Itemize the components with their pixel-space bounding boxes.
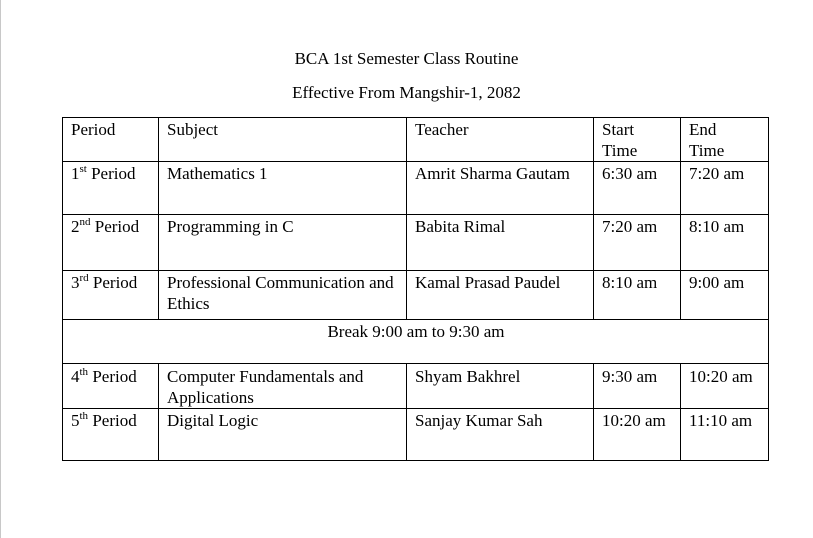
end-time-cell: 8:10 am xyxy=(681,215,769,271)
break-row xyxy=(63,320,769,364)
start-time-cell: 6:30 am xyxy=(594,162,681,215)
header-subject: Subject xyxy=(159,118,407,162)
end-time-cell: 9:00 am xyxy=(681,271,769,320)
table-header-row xyxy=(63,118,769,162)
period-number: 1 xyxy=(71,164,80,183)
subject-cell: Programming in C xyxy=(159,215,407,271)
header-start-line2: Time xyxy=(602,141,638,160)
start-time-cell: 8:10 am xyxy=(594,271,681,320)
end-time-cell: 10:20 am xyxy=(681,364,769,409)
period-word: Period xyxy=(88,273,138,292)
subject-cell: Computer Fundamentals and Applications xyxy=(159,364,407,409)
header-start-time xyxy=(594,118,681,162)
header-end-line1: End xyxy=(689,120,717,139)
start-time-cell: 10:20 am xyxy=(594,409,681,461)
period-number: 3 xyxy=(71,273,80,292)
end-time-cell: 7:20 am xyxy=(681,162,769,215)
period-cell xyxy=(63,271,159,320)
period-ordinal-suffix: nd xyxy=(79,216,91,228)
teacher-cell: Sanjay Kumar Sah xyxy=(407,409,594,461)
page-edge-divider xyxy=(0,0,1,538)
class-routine-table xyxy=(62,117,769,461)
period-ordinal-suffix: rd xyxy=(79,272,89,284)
table-row xyxy=(63,162,769,215)
table-row xyxy=(63,364,769,409)
period-number: 5 xyxy=(71,411,80,430)
table-row xyxy=(63,409,769,461)
subject-cell: Digital Logic xyxy=(159,409,407,461)
teacher-cell: Shyam Bakhrel xyxy=(407,364,594,409)
subject-cell: Mathematics 1 xyxy=(159,162,407,215)
subject-cell: Professional Communication and Ethics xyxy=(159,271,407,320)
teacher-cell: Babita Rimal xyxy=(407,215,594,271)
period-cell xyxy=(63,364,159,409)
header-teacher: Teacher xyxy=(407,118,594,162)
period-word: Period xyxy=(88,367,137,386)
teacher-cell: Kamal Prasad Paudel xyxy=(407,271,594,320)
header-period: Period xyxy=(63,118,159,162)
period-ordinal-suffix: st xyxy=(79,163,87,175)
document-subtitle: Effective From Mangshir-1, 2082 xyxy=(292,83,521,102)
header-end-line2: Time xyxy=(689,141,725,160)
period-number: 2 xyxy=(71,217,80,236)
teacher-cell: Amrit Sharma Gautam xyxy=(407,162,594,215)
table-row xyxy=(63,215,769,271)
period-word: Period xyxy=(86,164,136,183)
table-row xyxy=(63,271,769,320)
start-time-cell: 9:30 am xyxy=(594,364,681,409)
period-number: 4 xyxy=(71,367,80,386)
period-cell xyxy=(63,162,159,215)
period-cell xyxy=(63,409,159,461)
period-word: Period xyxy=(88,411,137,430)
header-end-time xyxy=(681,118,769,162)
period-ordinal-suffix: th xyxy=(79,366,89,378)
break-cell: Break 9:00 am to 9:30 am xyxy=(63,320,769,364)
start-time-cell: 7:20 am xyxy=(594,215,681,271)
period-word: Period xyxy=(90,217,140,236)
header-start-line1: Start xyxy=(602,120,635,139)
period-ordinal-suffix: th xyxy=(79,410,89,422)
end-time-cell: 11:10 am xyxy=(681,409,769,461)
document-title: BCA 1st Semester Class Routine xyxy=(294,49,519,68)
period-cell xyxy=(63,215,159,271)
